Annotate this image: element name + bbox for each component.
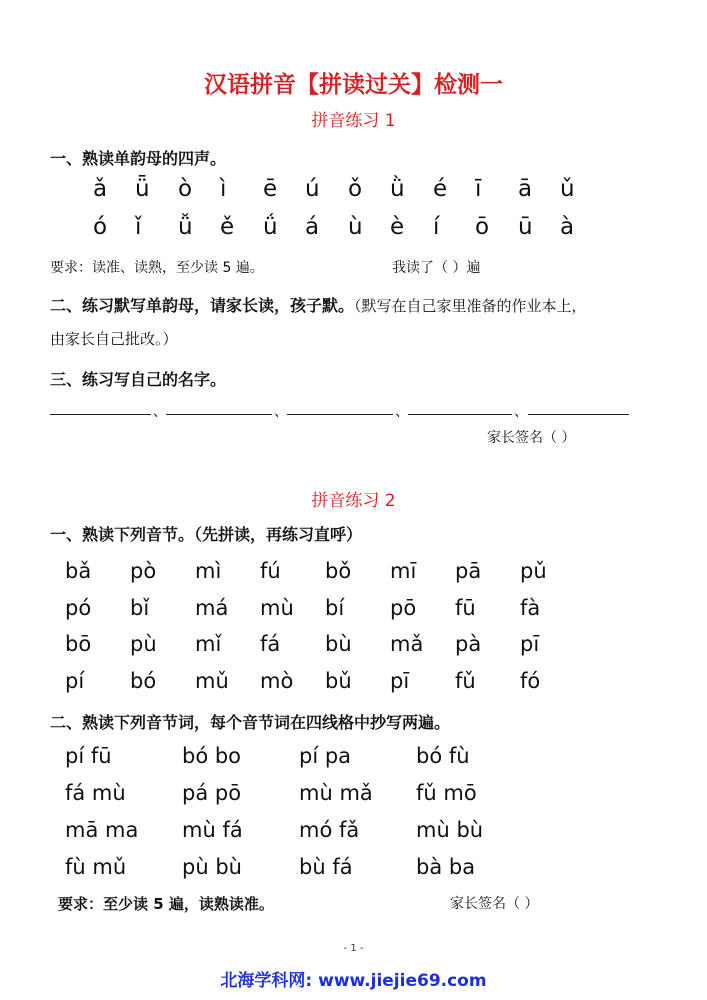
read-count-field: 我读了（ ）遍 (392, 260, 481, 276)
vowel-tone-cell: ǒ (348, 176, 363, 202)
syllable-cell: pō (390, 596, 417, 620)
syllable-cell: fǔ (455, 669, 476, 693)
blank-separator: 、 (395, 404, 409, 420)
vowel-tone-cell: ǘ (263, 214, 278, 240)
page-title: 汉语拼音【拼读过关】检测一 (204, 72, 503, 98)
name-blank-4[interactable] (408, 414, 512, 415)
page-number: - 1 - (343, 943, 364, 954)
syllable-cell: pǔ (520, 559, 547, 583)
practice1-requirement: 要求：读准、读熟，至少读 5 遍。 (50, 260, 264, 276)
syllable-word-cell: mù mǎ (299, 781, 373, 805)
syllable-word-cell: fá mù (65, 781, 126, 805)
syllable-cell: mò (260, 669, 294, 693)
syllable-cell: bǎ (65, 559, 92, 583)
vowel-tone-cell: ù (348, 214, 363, 240)
syllable-cell: fú (260, 559, 281, 583)
syllable-cell: pò (130, 559, 157, 583)
syllable-word-cell: bà ba (416, 855, 476, 879)
vowel-tone-cell: ū (518, 214, 533, 240)
vowel-tone-cell: ò (178, 176, 193, 202)
syllable-cell: pī (390, 669, 410, 693)
name-blank-1[interactable] (50, 414, 151, 415)
name-blank-5[interactable] (528, 414, 629, 415)
q2-note-part1: （默写在自己家里准备的作业本上， (354, 297, 587, 315)
blank-separator: 、 (514, 404, 528, 420)
syllable-word-cell: pí fū (65, 744, 112, 768)
syllable-word-cell: mó fǎ (299, 818, 360, 842)
vowel-tone-cell: ó (93, 214, 108, 240)
syllable-cell: mī (390, 559, 417, 583)
vowel-tone-cell: ú (305, 176, 320, 202)
blank-separator: 、 (274, 404, 288, 420)
vowel-tone-cell: ī (475, 176, 482, 202)
syllable-word-cell: pá pō (182, 781, 242, 805)
vowel-tone-cell: ǖ (135, 176, 150, 202)
vowel-tone-cell: ì (220, 176, 227, 202)
syllable-cell: pā (455, 559, 482, 583)
syllable-cell: mǐ (195, 632, 222, 656)
q2-heading-text: 二、练习默写单韵母，请家长读，孩子默。 (50, 296, 355, 315)
syllable-cell: fū (455, 596, 476, 620)
syllable-word-cell: pí pa (299, 744, 352, 768)
practice1-subtitle: 拼音练习 1 (311, 111, 396, 131)
syllable-cell: pó (65, 596, 92, 620)
syllable-cell: pí (65, 669, 85, 693)
syllable-word-cell: bó fù (416, 744, 470, 768)
syllable-cell: mù (260, 596, 294, 620)
syllable-cell: bǒ (325, 559, 352, 583)
syllable-word-cell: bó bo (182, 744, 242, 768)
name-blank-2[interactable] (166, 414, 272, 415)
syllable-word-cell: bù fá (299, 855, 353, 879)
vowel-tone-cell: á (305, 214, 320, 240)
syllable-cell: pī (520, 632, 540, 656)
name-blank-3[interactable] (287, 414, 393, 415)
practice2-q2-heading: 二、熟读下列音节词，每个音节词在四线格中抄写两遍。 (50, 713, 451, 732)
parent-signature-1: 家长签名（ ） (487, 430, 576, 446)
syllable-cell: bó (130, 669, 157, 693)
syllable-word-cell: mù bù (416, 818, 484, 842)
vowel-tone-cell: è (390, 214, 405, 240)
vowel-tone-cell: ǚ (178, 214, 193, 240)
vowel-tone-cell: ǜ (390, 176, 405, 202)
vowel-tone-cell: ǐ (135, 214, 142, 240)
practice1-q3-heading: 三、练习写自己的名字。 (50, 370, 227, 389)
syllable-cell: fà (520, 596, 541, 620)
syllable-cell: fó (520, 669, 541, 693)
syllable-cell: mǔ (195, 669, 229, 693)
syllable-cell: pà (455, 632, 482, 656)
practice1-q2-heading (50, 293, 587, 316)
syllable-cell: bí (325, 596, 345, 620)
practice2-subtitle: 拼音练习 2 (311, 491, 396, 511)
vowel-tone-cell: é (433, 176, 448, 202)
footer-watermark: 北海学科网: www.jiejie69.com (220, 971, 487, 991)
syllable-word-cell: mā ma (65, 818, 139, 842)
vowel-tone-cell: ē (263, 176, 278, 202)
syllable-cell: fá (260, 632, 281, 656)
blank-separator: 、 (153, 404, 167, 420)
vowel-tone-cell: ā (518, 176, 533, 202)
vowel-tone-cell: í (433, 214, 440, 240)
syllable-cell: má (195, 596, 229, 620)
syllable-cell: bǔ (325, 669, 352, 693)
practice2-q1-heading: 一、熟读下列音节。（先拼读，再练习直呼） (50, 525, 363, 544)
syllable-cell: bō (65, 632, 92, 656)
vowel-tone-cell: ǎ (93, 176, 108, 202)
practice1-q1-heading: 一、熟读单韵母的四声。 (50, 149, 227, 168)
syllable-word-cell: mù fá (182, 818, 243, 842)
practice2-requirement: 要求：至少读 5 遍，读熟读准。 (58, 895, 274, 913)
syllable-word-cell: fǔ mō (416, 781, 477, 805)
parent-signature-2: 家长签名（ ） (450, 896, 539, 912)
vowel-tone-cell: à (560, 214, 575, 240)
syllable-cell: mǎ (390, 632, 424, 656)
vowel-tone-cell: ō (475, 214, 490, 240)
syllable-word-cell: pù bù (182, 855, 242, 879)
syllable-cell: mì (195, 559, 222, 583)
vowel-tone-cell: ě (220, 214, 235, 240)
vowel-tone-cell: ǔ (560, 176, 575, 202)
syllable-cell: bù (325, 632, 352, 656)
syllable-word-cell: fù mǔ (65, 855, 127, 879)
q2-note-part2: 由家长自己批改。） (50, 330, 178, 348)
syllable-cell: bǐ (130, 596, 150, 620)
syllable-cell: pù (130, 632, 157, 656)
